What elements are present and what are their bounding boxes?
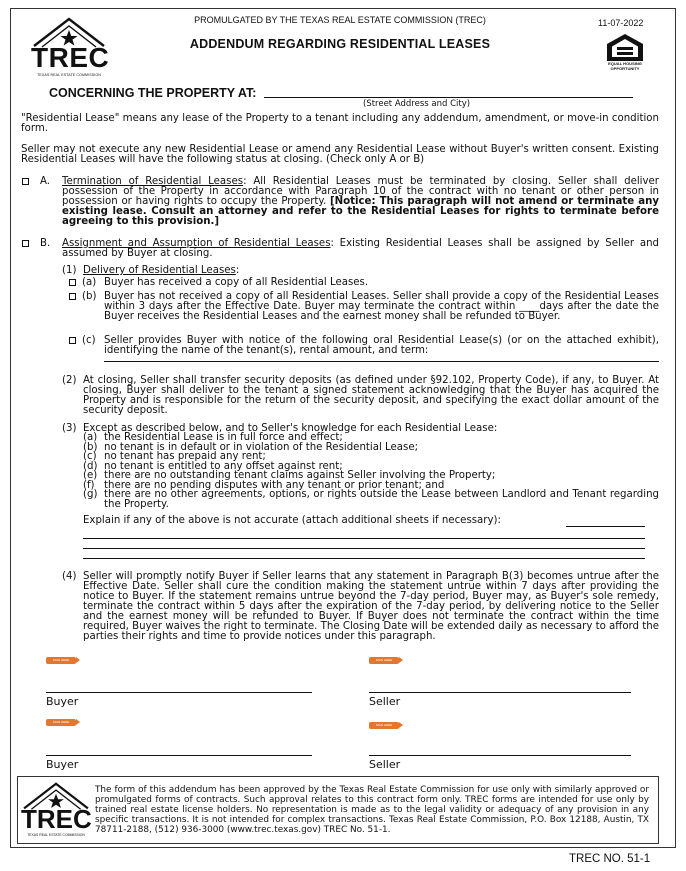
b3d-text: no tenant is entitled to any offset against rent; [104,460,343,472]
b1b-checkbox[interactable] [69,293,76,300]
footer-trec-logo-subtext: TEXAS REAL ESTATE COMMISSION [27,833,85,837]
trec-logo [31,16,110,80]
property-label: CONCERNING THE PROPERTY AT: [49,86,257,100]
option-b-letter: B. [40,238,51,249]
buyer-label-1: Buyer [46,695,79,708]
sign-here-tag-seller-2[interactable] [369,722,399,729]
b1-colon: : [235,265,240,276]
sign-here-text: SIGN HERE [375,723,393,727]
equal-housing-icon [601,32,649,62]
option-a-heading: Termination of Residential Leases [62,176,244,187]
trec-logo-text: TREC [31,42,110,73]
b3-explain-field-2[interactable] [83,538,645,539]
b3g-text: there are no other agreements, options, or rights outside the Lease between Landlord and Tenant regarding the Property. [104,489,659,510]
b3-explain-label: Explain if any of the above is not accurate (attach additional sheets if necessary): [83,515,501,526]
option-a-notice: [Notice: This paragraph will not amend or terminate any existing lease. Consult an attorney and refer to the Residential Leases for rights to terminate before agreeing to this provision.] [62,196,659,227]
b4-text: Seller will promptly notify Buyer if Seller learns that any statement in Paragraph B(3) becomes untrue after the Effective Date. Seller shall cure the condition making the statement untrue within 7 days after providing the notice to Buyer. If the statement remains untrue beyond the 7-day period, Buyer may, as Buyer's sole remedy, terminate the contract within 5 days after the expiration of the 7-day period, by delivering notice to the Seller and the earnest money will be refunded to Buyer. If Buyer does not terminate the contract within the time required, Buyer waives the right to terminate. The Closing Date will be extended daily as necessary to afford the parties their rights and time to provide notices under this paragraph. [83,571,659,642]
buyer-signature-line-2[interactable] [46,755,312,756]
sign-here-tag-seller-1[interactable] [369,657,399,664]
sign-here-tag-buyer-1[interactable] [46,657,76,664]
equal-housing-text: EQUAL HOUSING OPPORTUNITY [608,61,642,71]
b1a-text: Buyer has received a copy of all Residential Leases. [104,277,369,288]
b1c-checkbox[interactable] [69,337,76,344]
b3-list [83,433,659,510]
b1b-text: Buyer has not received a copy of all Residential Leases. Seller shall provide a copy of the Residential Leases within 3 days after the Effective Date. Buyer may terminate the contract within ____days after the date the Buyer receives the Residential Leases and the earnest money shall be refunded to Buyer. [104,291,659,322]
equal-housing-logo [601,32,649,74]
b3d-tag: (d) [83,460,98,472]
b1-heading: Delivery of Residential Leases [83,265,236,276]
buyer-signature-line-1[interactable] [46,692,312,693]
b3c-text: no tenant has prepaid any rent; [104,451,266,462]
option-a-letter: A. [40,176,51,187]
seller-label-2: Seller [369,758,401,771]
b2-text: At closing, Seller shall transfer security deposits (as defined under §92.102, Property Code), if any, to Buyer. At closing, Buyer shall deliver to the tenant a signed statement acknowledging that the Buyer has acquired the Property and is responsible for the return of the security deposit, and specifying the exact dollar amount of the security deposit. [83,375,659,416]
footer-trec-logo-text: TREC [21,804,92,834]
b1b-tag: (b) [82,291,97,302]
b3g-tag: (g) [83,489,98,500]
form-number: TREC NO. 51-1 [569,853,651,865]
form-date: 11-07-2022 [598,18,644,28]
page-title: ADDENDUM REGARDING RESIDENTIAL LEASES [189,37,491,51]
sign-here-text: SIGN HERE [52,720,70,724]
sign-here-text: SIGN HERE [52,658,70,662]
option-b-body: : Existing Residential Leases shall be assigned by Seller and assumed by Buyer at closing. [62,238,659,259]
b3c-tag: (c) [83,451,97,462]
option-b-text [62,239,659,259]
seller-label-1: Seller [369,695,401,708]
b1c-tag: (c) [82,335,96,346]
b3a-tag: (a) [83,432,98,443]
option-b-heading: Assignment and Assumption of Residential Leases [62,238,331,249]
footer-text: The form of this addendum has been approved by the Texas Real Estate Commission for use only with similarly approved or promulgated forms of contracts. Such approval relates to this contract form only. TREC forms are intended for use only by trained real estate license holders. No representation is made as to the legal validity or adequacy of any provision in any specific transactions. It is not intended for complex transactions. Texas Real Estate Commission, P.O. Box 12188, Austin, TX 78711-2188, (512) 936-3000 (www.trec.texas.gov) TREC No. 51-1. [95,785,649,835]
sign-here-tag-buyer-2[interactable] [46,719,76,726]
buyer-label-2: Buyer [46,758,79,771]
b1-number: (1) [62,265,77,276]
b2-number: (2) [62,375,77,386]
footer-trec-logo [21,781,91,841]
trec-logo-subtext: TEXAS REAL ESTATE COMMISSION [37,73,101,77]
option-a-checkbox[interactable] [22,178,29,185]
b3f-text: there are no pending disputes with any tenant or prior tenant; and [104,479,445,491]
seller-signature-line-1[interactable] [369,692,631,693]
promulgated-line: PROMULGATED BY THE TEXAS REAL ESTATE COMMISSION (TREC) [194,15,486,25]
b1-heading-wrap [83,266,239,276]
b3-explain-field-1[interactable] [566,526,645,527]
b3b-text: no tenant is in default or in violation of the Residential Lease; [104,441,419,453]
property-address-field[interactable] [264,97,633,98]
seller-signature-line-2[interactable] [369,755,631,756]
b3-explain-field-4[interactable] [83,558,645,559]
b3a-text: the Residential Lease is in full force and effect; [104,432,343,443]
b3f-tag: (f) [83,479,95,491]
b3e-text: there are no outstanding tenant claims against Seller involving the Property; [104,470,496,481]
b3e-tag: (e) [83,470,98,481]
sign-here-text: SIGN HERE [375,658,393,662]
b3b-tag: (b) [83,441,98,453]
property-hint: (Street Address and City) [363,99,471,109]
option-a-text [62,177,659,227]
status-paragraph: Seller may not execute any new Residential Lease or amend any Residential Lease without Buyer's written consent. Existing Residential Leases will have the following status at closing. (Check only A or B) [21,144,659,165]
b4-number: (4) [62,571,77,582]
b1c-text: Seller provides Buyer with notice of the following oral Residential Lease(s) (or on the attached exhibit), identifying the name of the tenant(s), rental amount, and term: [104,335,659,356]
b1c-oral-lease-field[interactable] [104,361,659,362]
b3-explain-field-3[interactable] [83,548,645,549]
b1a-checkbox[interactable] [69,279,76,286]
b3-number: (3) [62,423,77,434]
option-b-checkbox[interactable] [22,240,29,247]
option-a-body: : All Residential Leases must be terminated by closing. Seller shall deliver possession of the Property in accordance with Paragraph 10 of the contract with no tenant or other person in possession or having rights to occupy the Property. [62,176,660,207]
b1a-tag: (a) [82,277,97,288]
b3-intro: Except as described below, and to Seller's knowledge for each Residential Lease: [83,423,498,434]
residential-lease-definition: "Residential Lease" means any lease of the Property to a tenant including any addendum, amendment, or move-in condition form. [21,113,659,134]
